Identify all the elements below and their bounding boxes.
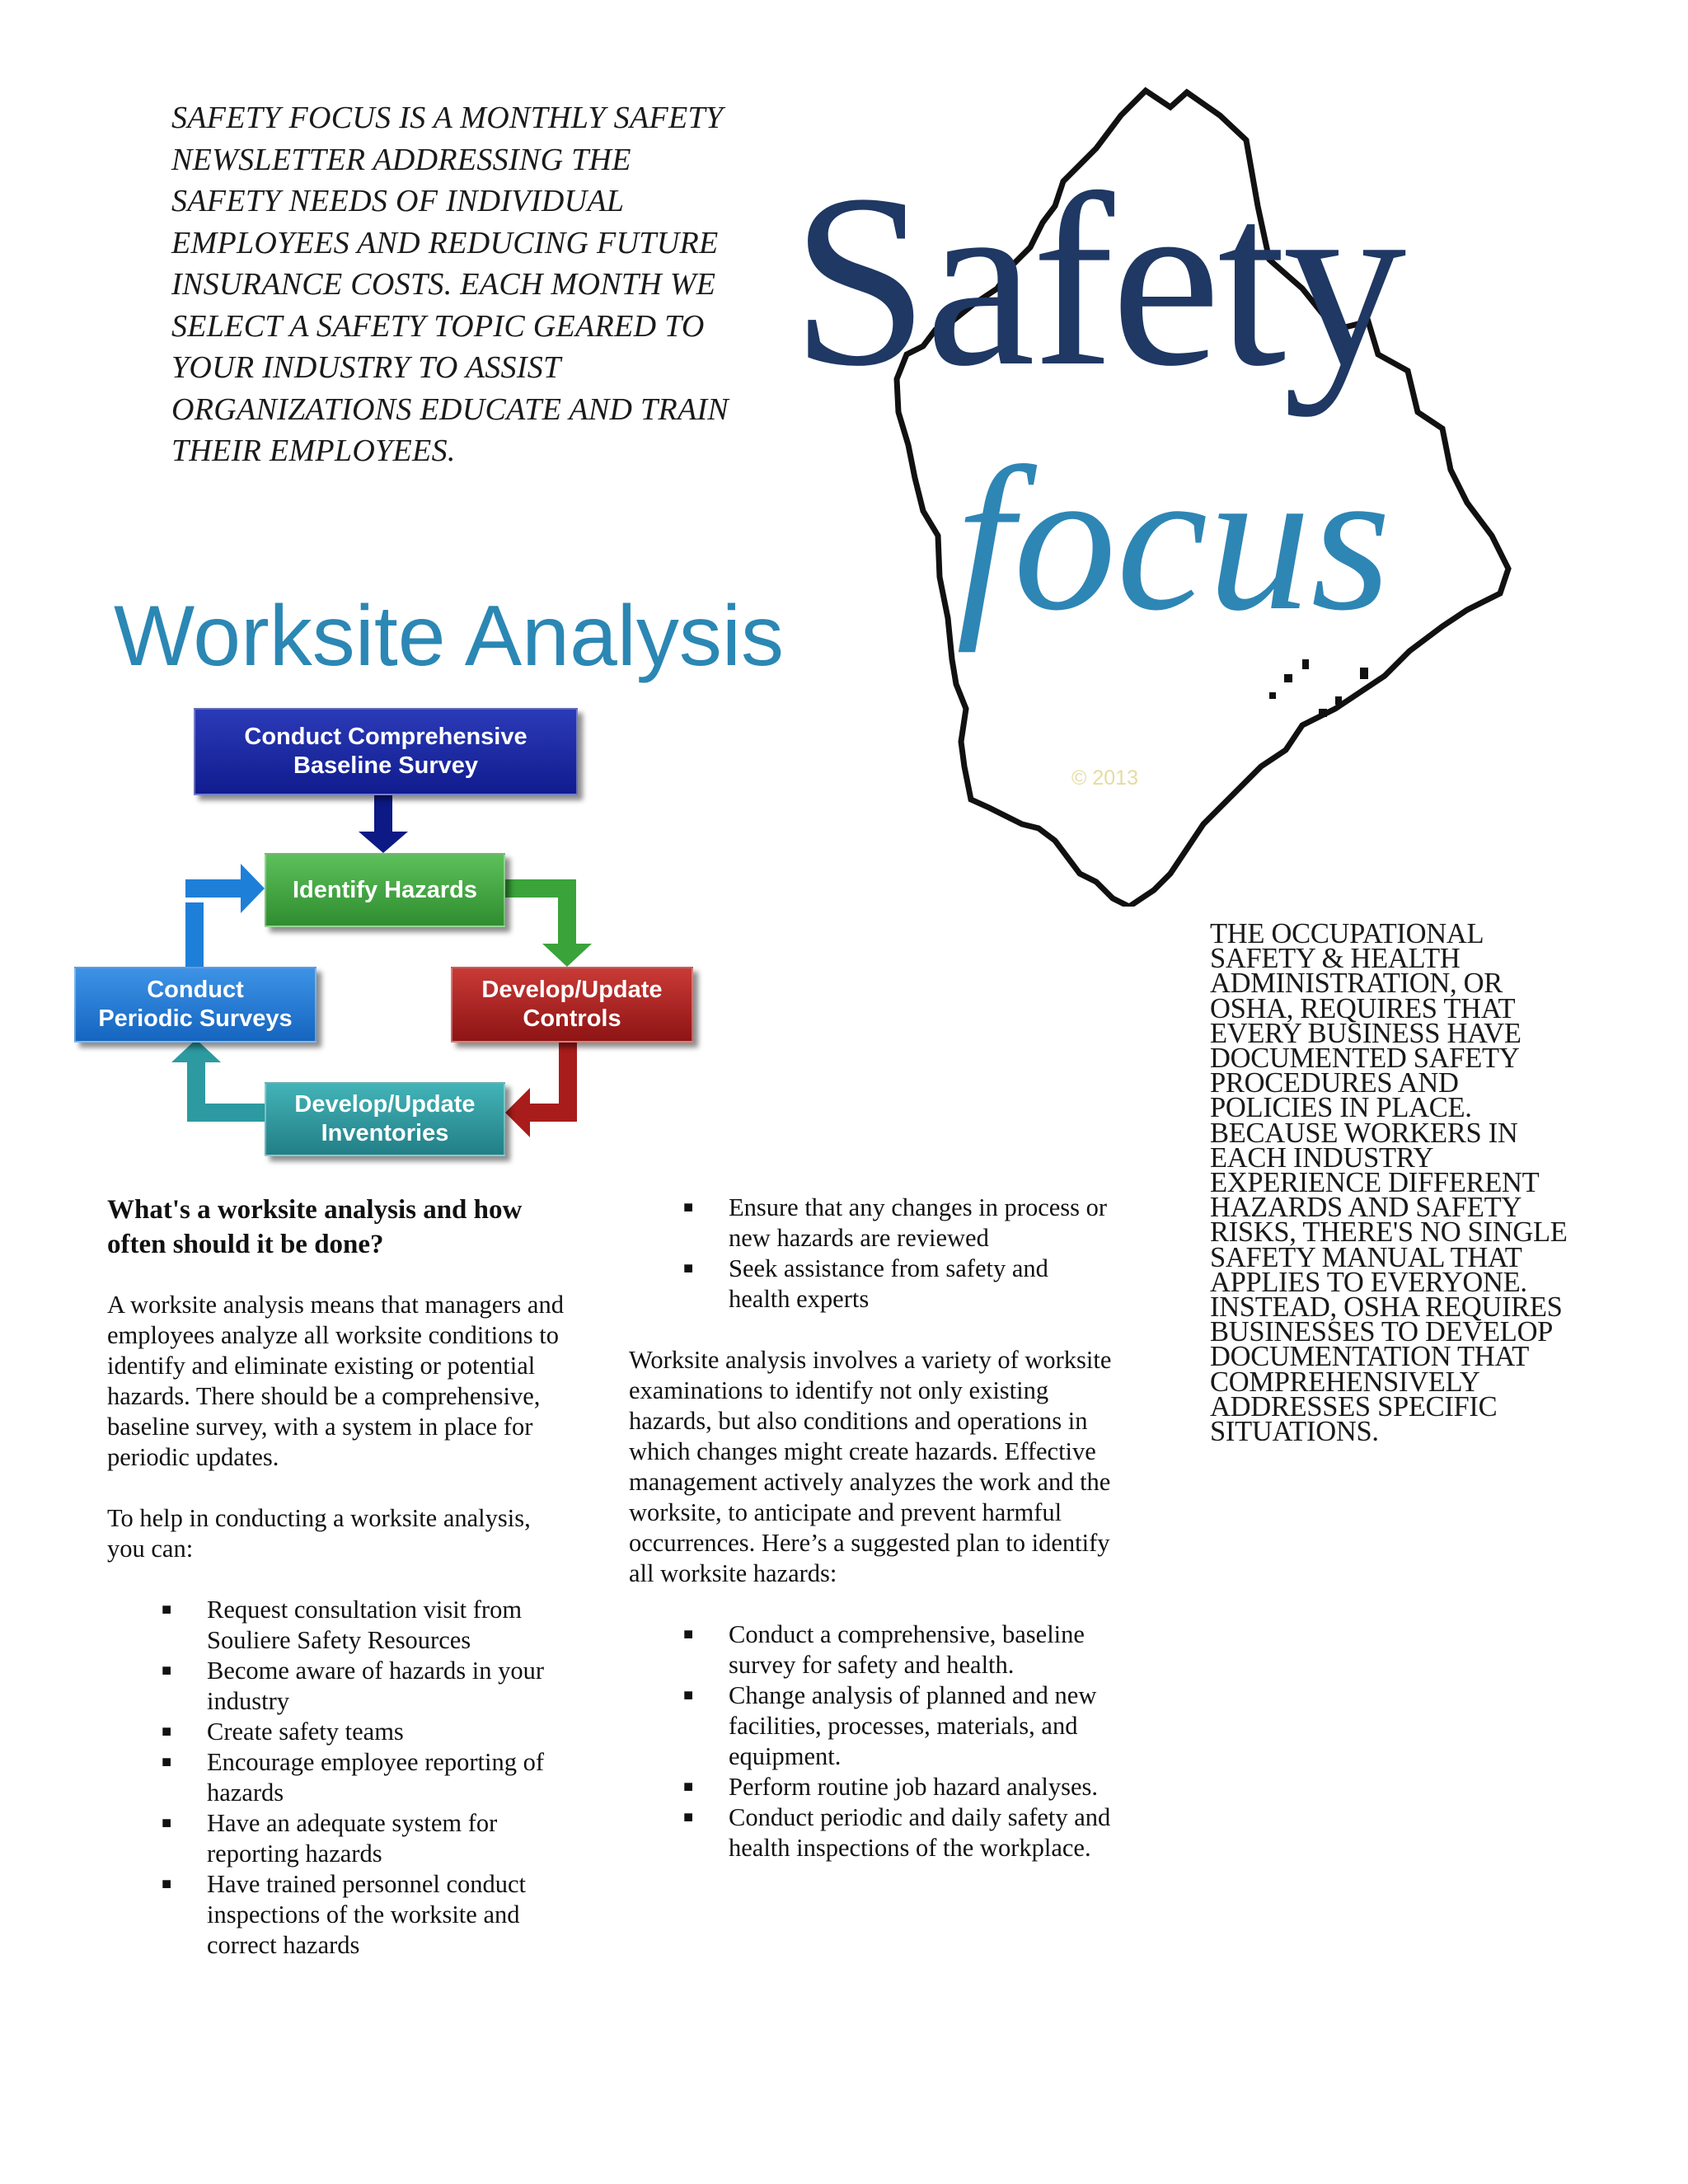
column-middle <box>629 1193 1115 1863</box>
arrow-baseline-to-identify <box>359 792 408 853</box>
list-item-text: Request consultation visit from Souliere Safety Resources <box>207 1596 523 1654</box>
bullet-icon: ■ <box>162 1661 172 1680</box>
list-item-text: Become aware of hazards in your industry <box>207 1657 545 1715</box>
bullet-icon: ■ <box>162 1814 172 1832</box>
bullet-icon: ■ <box>683 1625 694 1643</box>
assist-list <box>629 1193 1115 1315</box>
step-baseline-survey <box>194 708 578 795</box>
step-inventories-line1: Develop/Update <box>294 1091 476 1118</box>
list-item <box>107 1717 569 1747</box>
logo-focus-word: focus <box>956 425 1391 654</box>
list-item <box>629 1680 1115 1772</box>
arrow-periodic-to-identify <box>185 864 265 967</box>
list-item-text: Create safety teams <box>207 1718 404 1746</box>
step-inventories-line2: Inventories <box>321 1120 449 1146</box>
bullet-icon: ■ <box>683 1778 694 1796</box>
list-item-text: Change analysis of planned and new facilities, processes, materials, and equipment. <box>729 1681 1097 1770</box>
bullet-icon: ■ <box>162 1753 172 1771</box>
plan-list <box>629 1619 1115 1863</box>
arrow-inventories-to-periodic <box>171 1039 265 1122</box>
page-title: Worksite Analysis <box>114 588 785 684</box>
paragraph-help-intro: To help in conducting a worksite analysis, you can: <box>107 1504 531 1563</box>
list-item-text: Perform routine job hazard analyses. <box>729 1773 1099 1801</box>
list-item <box>629 1193 1115 1254</box>
worksite-analysis-cycle-diagram <box>70 705 705 1162</box>
list-item <box>107 1869 569 1961</box>
step-periodic-line2: Periodic Surveys <box>98 1005 293 1032</box>
list-item <box>629 1619 1115 1680</box>
bullet-icon: ■ <box>683 1198 694 1216</box>
list-item <box>107 1747 569 1808</box>
paragraph-plan: Worksite analysis involves a variety of worksite examinations to identify not only existing hazards, but also conditions and operations in which changes might create hazards. Effective management actively analyzes the work and the worksite, to anticipate and prevent harmful occurrences. Here’s a suggested plan to identify all worksite hazards: <box>629 1346 1112 1587</box>
list-item <box>629 1254 1115 1315</box>
step-identify-label: Identify Hazards <box>293 876 477 903</box>
list-item-text: Ensure that any changes in process or new hazards are reviewed <box>729 1193 1108 1252</box>
bullet-icon: ■ <box>683 1259 694 1277</box>
column-left <box>107 1193 569 1961</box>
step-update-inventories <box>265 1082 505 1156</box>
bullet-icon: ■ <box>162 1601 172 1619</box>
paragraph-definition: A worksite analysis means that managers and employees analyze all worksite conditions to identify and eliminate existing or potential hazards. There should be a comprehensive, baseline survey, with a system in place for periodic updates. <box>107 1291 564 1471</box>
intro-text: SAFETY FOCUS IS A MONTHLY SAFETY NEWSLETTER ADDRESSING THE SAFETY NEEDS OF INDIVIDUAL EMPLOYEES AND REDUCING FUTURE INSURANCE COSTS. EACH MONTH WE SELECT A SAFETY TOPIC GEARED TO YOUR INDUSTRY TO ASSIST ORGANIZATIONS EDUCATE AND TRAIN THEIR EMPLOYEES. <box>171 101 729 468</box>
list-item <box>629 1772 1115 1802</box>
bullet-icon: ■ <box>683 1686 694 1704</box>
step-update-controls <box>451 967 693 1043</box>
list-item-text: Conduct a comprehensive, baseline survey for safety and health. <box>729 1620 1085 1679</box>
list-item-text: Have an adequate system for reporting hazards <box>207 1809 498 1868</box>
step-baseline-line1: Conduct Comprehensive <box>244 724 528 750</box>
step-controls-line1: Develop/Update <box>481 977 663 1003</box>
step-controls-line2: Controls <box>523 1005 621 1032</box>
bullet-icon: ■ <box>683 1808 694 1826</box>
step-identify-hazards <box>265 853 505 927</box>
list-item <box>629 1802 1115 1863</box>
list-item <box>107 1656 569 1717</box>
bullet-icon: ■ <box>162 1722 172 1741</box>
logo-safety-word: Safety <box>791 143 1404 417</box>
help-list <box>107 1595 569 1961</box>
section-heading: What's a worksite analysis and how often should it be done? <box>107 1195 523 1259</box>
list-item-text: Encourage employee reporting of hazards <box>207 1748 545 1807</box>
step-baseline-line2: Baseline Survey <box>293 752 479 779</box>
list-item-text: Have trained personnel conduct inspections of the worksite and correct hazards <box>207 1870 527 1959</box>
arrow-identify-to-controls <box>502 879 592 967</box>
list-item-text: Conduct periodic and daily safety and health inspections of the workplace. <box>729 1803 1111 1862</box>
list-item <box>107 1808 569 1869</box>
step-periodic-line1: Conduct <box>147 977 244 1003</box>
list-item-text: Seek assistance from safety and health experts <box>729 1254 1048 1313</box>
osha-sidebar-text: THE OCCUPATIONAL SAFETY & HEALTH ADMINISTRATION, OR OSHA, REQUIRES THAT EVERY BUSINESS HAVE DOCUMENTED SAFETY PROCEDURES AND POLICIES IN PLACE. BECAUSE WORKERS IN EACH INDUSTRY EXPERIENCE DIFFERENT HAZARDS AND SAFETY RISKS, THERE'S NO SINGLE SAFETY MANUAL THAT APPLIES TO EVERYONE. INSTEAD, OSHA REQUIRES BUSINESSES TO DEVELOP DOCUMENTATION THAT COMPREHENSIVELY ADDRESSES SPECIFIC SITUATIONS. <box>1210 918 1568 1448</box>
bullet-icon: ■ <box>162 1875 172 1893</box>
list-item <box>107 1595 569 1656</box>
arrow-controls-to-inventories <box>505 1039 577 1137</box>
map-islands <box>1269 659 1368 717</box>
step-periodic-surveys <box>74 967 316 1043</box>
copyright-notice: © 2013 <box>1071 766 1138 790</box>
